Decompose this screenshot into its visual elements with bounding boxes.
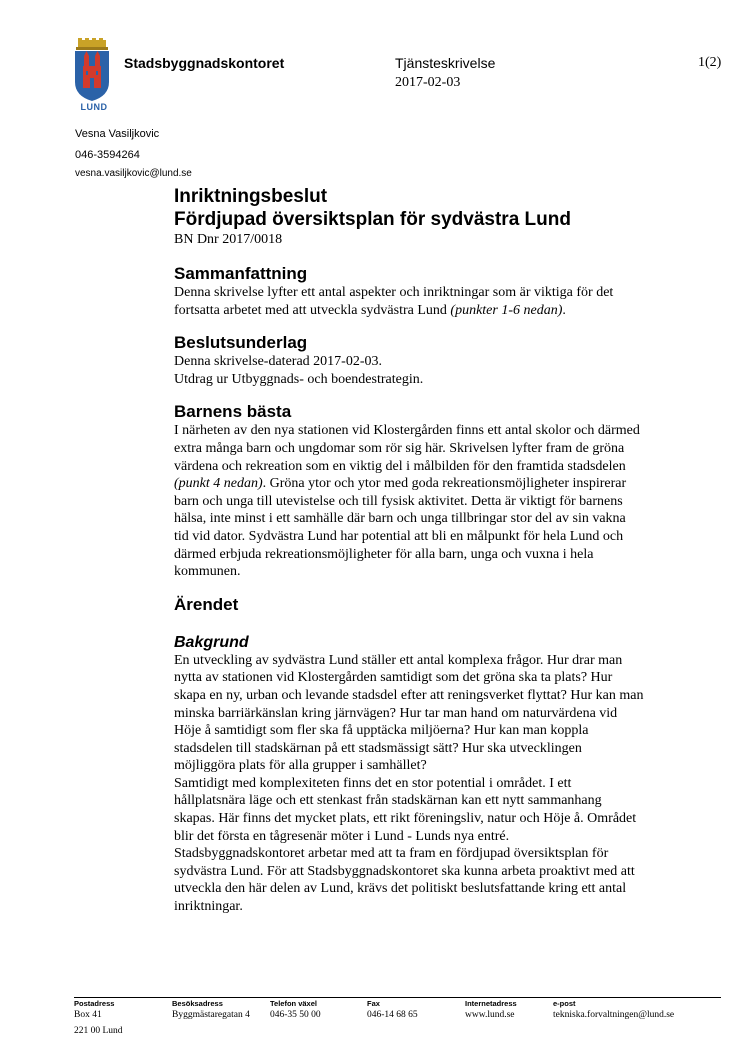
subheading-bakgrund: Bakgrund (174, 633, 249, 651)
footer-internet-value[interactable]: www.lund.se (465, 1010, 515, 1020)
contact-email[interactable]: vesna.vasiljkovic@lund.se (75, 168, 192, 179)
footer-internet (465, 999, 517, 1021)
bakgrund-paragraph-3: Stadsbyggnadskontoret arbetar med att ta fram en fördjupad översiktsplan för sydvästra Lund. För att Stadsbyggnadskontoret ska kunna arbeta proaktivt med att utveckla den här delen av Lund, krävs det politiskt beslutsfattande kring ett antal inriktningar. (174, 846, 635, 915)
page-number: 1(2) (698, 55, 722, 70)
footer-divider (74, 997, 721, 998)
bakgrund-paragraph-1: En utveckling av sydvästra Lund ställer ett antal komplexa frågor. Hur drar man nytta av stationen vid Klostergården samtidigt som det gröna ska ta plats? Hur skapa en ny, urban och levande stadsdel efter att reningsverket flyttat? Hur kan man minska barriärkänslan kring järnvägen? Hur tar man hand om naturvärdena vid Höje å samtidigt som fler ska få upptäcka miljöerna? Hur kan man koppla stadsdelen till stadskärnan på ett stadsmässigt sätt? Hur ska utvecklingen möjliggöra plats för alla grupper i samhället? (174, 652, 644, 774)
footer-telefon-value: 046-35 50 00 (270, 1010, 321, 1020)
sammanfattning-text: Denna skrivelse lyfter ett antal aspekter och inriktningar som är viktiga för det fortsatta arbetet med att utveckla sydvästra Lund (punkter 1-6 nedan). (174, 285, 614, 318)
footer-fax (367, 999, 418, 1021)
heading-sammanfattning: Sammanfattning (174, 264, 308, 283)
beslutsunderlag-line-1: Denna skrivelse-daterad 2017-02-03. (174, 354, 382, 370)
footer-epost-label: e-post (553, 999, 576, 1008)
footer-telefon-label: Telefon växel (270, 999, 317, 1008)
barnens-basta-text: I närheten av den nya stationen vid Klostergården finns ett antal skolor och därmed extra många barn och ungdomar som rör sig här. Skrivelsen lyfter fram de gröna värdena och rekreation som en viktig del i målbilden för den framtida stadsdelen (punkt 4 nedan). Gröna ytor och ytor med goda rekreationsmöjligheter inspirerar barn och unga till utevistelse och till fysisk aktivitet. Detta är viktigt för barnens hälsa, inte minst i ett samhälle där barn och unga tillbringar stor del av sin vakna tid vid dator. Sydvästra Lund har potential att bli en målpunkt för hela Lund och därmed erbjuda rekreationsmöjligheter för alla barn, unga och vuxna i hela kommunen. (174, 423, 640, 580)
footer-besoksadress-label: Besöksadress (172, 999, 223, 1008)
footer-postadress (74, 999, 123, 1037)
footer-fax-value: 046-14 68 65 (367, 1010, 418, 1020)
footer-postadress-label: Postadress (74, 999, 115, 1008)
footer-postadress-line-2: 221 00 Lund (74, 1026, 123, 1036)
document-date: 2017-02-03 (395, 75, 461, 90)
title-line-1: Inriktningsbeslut (174, 186, 328, 207)
heading-beslutsunderlag: Beslutsunderlag (174, 333, 308, 353)
document-type: Tjänsteskrivelse (395, 55, 496, 71)
footer-epost (553, 999, 674, 1021)
heading-arendet: Ärendet (174, 594, 239, 614)
contact-phone: 046-3594264 (75, 149, 140, 161)
diary-number: BN Dnr 2017/0018 (174, 232, 283, 247)
footer-internet-label: Internetadress (465, 999, 517, 1008)
footer-fax-label: Fax (367, 999, 380, 1008)
logo-text: LUND (80, 102, 108, 112)
contact-name: Vesna Vasiljkovic (75, 128, 160, 140)
barnens-basta-ref: (punkt 4 nedan) (174, 476, 263, 492)
beslutsunderlag-line-2: Utdrag ur Utbyggnads- och boendestrategin. (174, 371, 424, 387)
footer-besoksadress-value: Byggmästaregatan 4 (172, 1010, 250, 1020)
organization-name: Stadsbyggnadskontoret (124, 55, 285, 71)
footer-epost-value[interactable]: tekniska.forvaltningen@lund.se (553, 1010, 675, 1020)
bakgrund-paragraph-2: Samtidigt med komplexiteten finns det en stor potential i området. I ett hållplatsnära läge och ett stenkast från stadskärnan kan ett nytt sammanhang skapas. Här finns det mycket plats, ett rikt föreningsliv, natur och Höje å. Området blir det första en tågresenär möter i Lund - Lunds nya entré. (174, 775, 637, 844)
sammanfattning-ref: (punkter 1-6 nedan) (450, 302, 563, 318)
footer-postadress-line-1: Box 41 (74, 1010, 102, 1020)
title-line-2: Fördjupad översiktsplan för sydvästra Lund (174, 209, 571, 230)
footer-telefon (270, 999, 321, 1021)
document-body (174, 185, 644, 916)
heading-barnens-basta: Barnens bästa (174, 402, 292, 422)
footer-besoksadress (172, 999, 250, 1021)
